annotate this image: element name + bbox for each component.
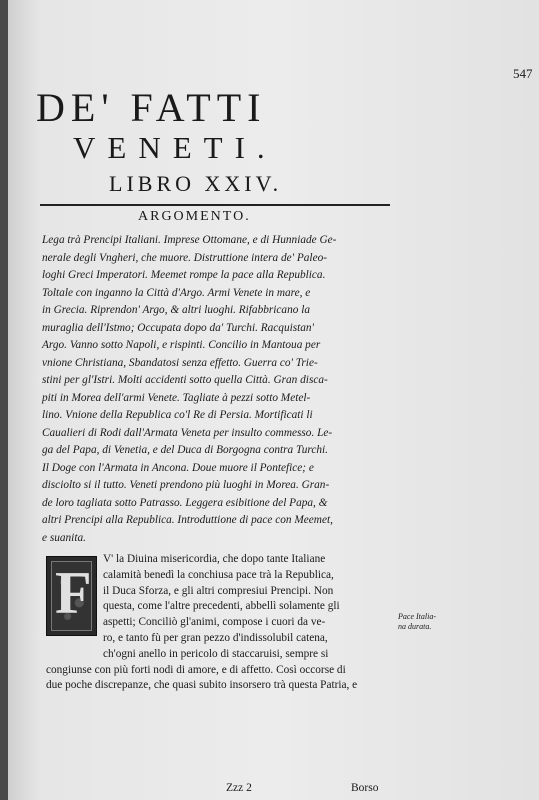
body-line: congiunse con più forti nodi di amore, e di affetto. Così occorse di <box>46 663 346 676</box>
body-line: V' la Diuina misericordia, che dopo tante Italiane <box>103 553 326 565</box>
page-number: 547 <box>513 66 533 81</box>
argomento-line: e suanita. <box>42 531 86 544</box>
argomento-line: muraglia dell'Istmo; Occupata dopo da' Turchi. Racquistan' <box>42 321 314 334</box>
argomento-line: disciolto si il tutto. Veneti prendono più luoghi in Morea. Gran- <box>42 479 330 491</box>
argomento-heading: ARGOMENTO. <box>138 209 251 224</box>
initial-letter: F <box>55 560 92 626</box>
catchword: Borso <box>351 782 379 794</box>
argomento-line: Il Doge con l'Armata in Ancona. Doue muore il Pontefice; e <box>42 461 314 474</box>
argomento-line: altri Prencipi alla Republica. Introduttione di pace con Meemet, <box>42 514 333 526</box>
argomento-line: nerale degli Vngheri, che muore. Distruttione intera de' Paleo- <box>42 251 327 264</box>
argomento-line: Toltale con inganno la Città d'Argo. Armi Venete in mare, e <box>42 286 311 299</box>
body-line: ch'ogni anello in pericolo di staccaruisi, sempre si <box>103 647 329 660</box>
argomento-line: Caualieri di Rodi dall'Armata Veneta per insulto commesso. Le- <box>42 426 333 439</box>
argomento-line: stini per gl'Istri. Molti accidenti sotto quella Città. Gran disca- <box>42 374 328 386</box>
title-line-1: DE' FATTI <box>36 85 267 130</box>
body-line: due poche discrepanze, che quasi subito insorsero trà questa Patria, e <box>46 679 358 692</box>
argomento-text <box>42 232 398 547</box>
margin-note-line: na durata. <box>398 622 432 631</box>
title-rule <box>40 204 390 206</box>
argomento-line: in Grecia. Riprendon' Argo, & altri luoghi. Rifabbricano la <box>42 304 310 316</box>
body-line: questa, come l'altre precedenti, abbellì solamente gli <box>103 600 340 613</box>
body-line: calamità benedì la conchiusa pace trà la Republica, <box>103 568 334 581</box>
argomento-line: Lega trà Prencipi Italiani. Imprese Ottomane, e di Hunniade Ge- <box>42 234 337 246</box>
argomento-line: loghi Greci Imperatori. Meemet rompe la pace alla Republica. <box>42 269 326 281</box>
title-line-2: VENETI. <box>73 130 277 165</box>
argomento-line: Argo. Vanno sotto Napoli, e rispinti. Concilio in Mantoua per <box>42 339 321 351</box>
body-line: il Duca Sforza, e gli altri compresiui Prencipi. Non <box>103 584 334 597</box>
signature-mark: Zzz 2 <box>226 782 252 794</box>
body-line: ro, e tanto fù per gran pezzo d'indissolubil catena, <box>103 631 328 644</box>
argomento-line: vnione Christiana, Sbandatosi senza effetto. Guerra co' Trie- <box>42 356 318 369</box>
book-number: LIBRO XXIV. <box>109 171 283 196</box>
main-text <box>46 552 402 694</box>
book-page <box>8 0 539 800</box>
argomento-line: piti in Morea dell'armi Venete. Tagliate à pezzi sotto Metel- <box>42 391 311 404</box>
margin-note <box>398 612 436 632</box>
argomento-line: lino. Vnione della Republica co'l Re di Persia. Mortificati li <box>42 409 313 421</box>
body-line: aspetti; Conciliò gl'animi, compose i cuori da ve- <box>103 616 326 629</box>
margin-note-line: Pace Italia- <box>398 612 436 621</box>
argomento-line: de loro tagliata sotto Patrasso. Leggera esibitione del Papa, & <box>42 496 328 509</box>
argomento-line: ga del Papa, di Venetia, e del Duca di Borgogna contra Turchi. <box>42 444 328 456</box>
